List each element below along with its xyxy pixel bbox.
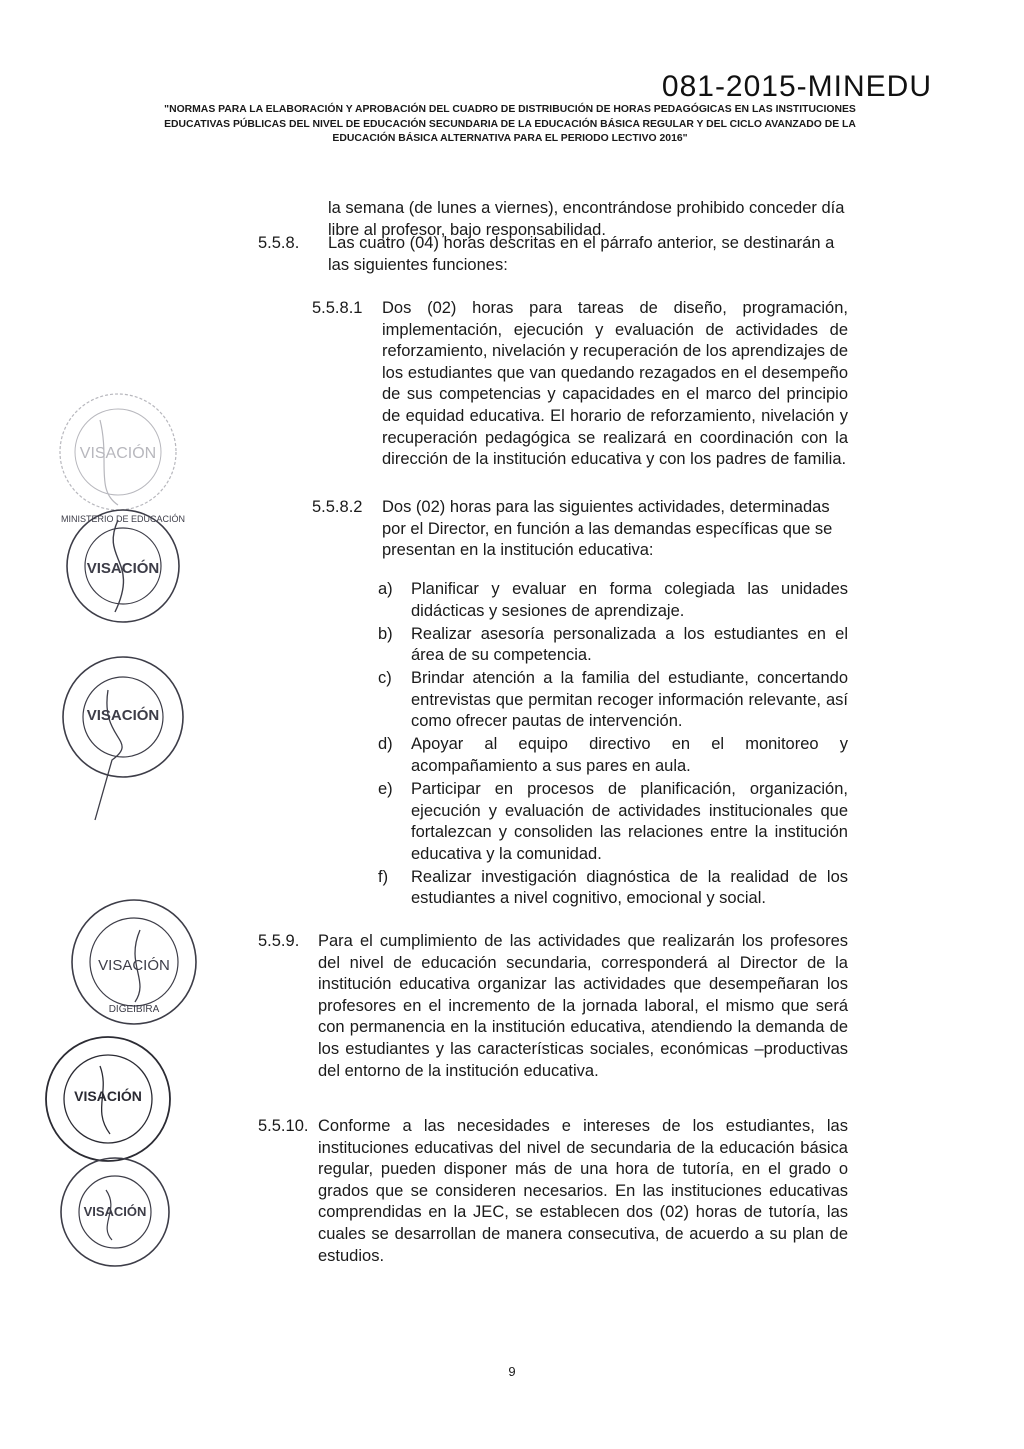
list-item-text: Participar en procesos de planificación, organización, ejecución y evaluación de actividades institucionales que fortalezcan y consoliden las relaciones entre la institución educativa y la comunidad. — [411, 779, 848, 863]
list-item-text: Apoyar al equipo directivo en el monitoreo y acompañamiento a sus pares en aula. — [411, 735, 848, 775]
section-text-5-5-8-2: Dos (02) horas para las siguientes actividades, determinadas por el Director, en función a las demandas específicas que se presentan en la institución educativa: — [382, 498, 833, 560]
svg-text:VISACIÓN: VISACIÓN — [86, 707, 160, 724]
svg-text:DIGEIBIRA: DIGEIBIRA — [108, 1004, 160, 1015]
intro-paragraph: la semana (de lunes a viernes), encontrándose prohibido conceder día libre al profesor, bajo responsabilidad. — [328, 199, 845, 239]
svg-text:VISACIÓN: VISACIÓN — [79, 445, 157, 462]
svg-text:VISACIÓN: VISACIÓN — [74, 1088, 142, 1104]
svg-text:VISACIÓN: VISACIÓN — [86, 560, 160, 577]
document-number: 081-2015-MINEDU — [661, 70, 932, 103]
section-text-5-5-9: Para el cumplimiento de las actividades que realizarán los profesores del nivel de educación secundaria, corresponderá al Director de la institución educativa organizar las actividades que desempeñaran los profesores en el incremento de la jornada laboral, el mismo que será con permanencia en la institución educativa, atendiendo la demanda de los estudiantes y las características sociales, económicas –productivas del entorno de la institución educativa. — [318, 932, 848, 1080]
svg-text:VISACIÓN: VISACIÓN — [98, 957, 170, 974]
section-number-5-5-8-1: 5.5.8.1 — [312, 299, 363, 317]
document-header-title: "NORMAS PARA LA ELABORACIÓN Y APROBACIÓN DEL CUADRO DE DISTRIBUCIÓN DE HORAS PEDAGÓGICAS EN LAS INSTITUCIONES EDUCATIVAS PÚBLICAS DEL NIVEL DE EDUCACIÓN SECUNDARIA DE LA EDUCACIÓN BÁSICA REGULAR Y DEL CICLO AVANZADO DE LA EDUCACIÓN BÁSICA ALTERNATIVA PARA EL PERIODO LECTIVO 2016" — [164, 104, 856, 144]
list-item-letter: e) — [378, 779, 393, 798]
section-number-5-5-8-2: 5.5.8.2 — [312, 498, 363, 516]
section-number-5-5-8: 5.5.8. — [258, 234, 300, 252]
visacion-stamp-1 — [60, 394, 176, 510]
visacion-stamp-4 — [72, 900, 196, 1024]
page-number: 9 — [508, 1364, 516, 1379]
list-item-text: Brindar atención a la familia del estudiante, concertando entrevistas que permitan recoger información relevante, así como ofrecer pautas de intervención. — [411, 669, 848, 731]
list-item-text: Planificar y evaluar en forma colegiada las unidades didácticas y sesiones de aprendizaje. — [411, 580, 848, 620]
visacion-stamp-3 — [63, 657, 183, 820]
list-item-text: Realizar investigación diagnóstica de la realidad de los estudiantes a nivel cognitivo, emocional y social. — [411, 867, 848, 908]
svg-text:MINISTERIO DE EDUCACIÓN: MINISTERIO DE EDUCACIÓN — [60, 514, 186, 524]
section-text-5-5-10: Conforme a las necesidades e intereses de los estudiantes, las instituciones educativas del nivel de secundaria de la educación básica regular, pueden disponer más de una hora de tutoría, en el grado o grados que se consideren necesarios. En las instituciones educativas comprendidas en la JEC, se establecen dos (02) horas de tutoría, las cuales se desarrollan de manera consecutiva, de acuerdo a su plan de estudios. — [318, 1117, 848, 1265]
svg-text:VISACIÓN: VISACIÓN — [83, 1204, 147, 1219]
section-text-5-5-8: Las cuatro (04) horas descritas en el párrafo anterior, se destinarán a las siguientes funciones: — [328, 234, 835, 274]
section-number-5-5-9: 5.5.9. — [258, 932, 300, 950]
section-text-5-5-8-1: Dos (02) horas para tareas de diseño, programación, implementación, ejecución y evaluación de actividades de reforzamiento, nivelación y recuperación de los aprendizajes de los estudiantes que van quedando rezagados en el desempeño de sus competencias y capacidades en el marco del principio de equidad educativa. El horario de reforzamiento, nivelación y recuperación pedagógica se realizará en coordinación con la dirección de la institución educativa y con los padres de familia. — [382, 299, 848, 469]
list-item-letter: f) — [378, 867, 389, 886]
list-item-letter: b) — [378, 624, 393, 643]
list-item-letter: c) — [378, 669, 392, 688]
visacion-stamp-5 — [46, 1037, 170, 1161]
list-item-text: Realizar asesoría personalizada a los estudiantes en el área de su competencia. — [411, 624, 848, 665]
section-number-5-5-10: 5.5.10. — [258, 1117, 309, 1135]
list-item-letter: d) — [378, 735, 393, 754]
list-item-letter: a) — [378, 580, 393, 598]
visacion-stamp-6 — [61, 1158, 169, 1266]
visacion-stamp-2 — [61, 510, 185, 622]
